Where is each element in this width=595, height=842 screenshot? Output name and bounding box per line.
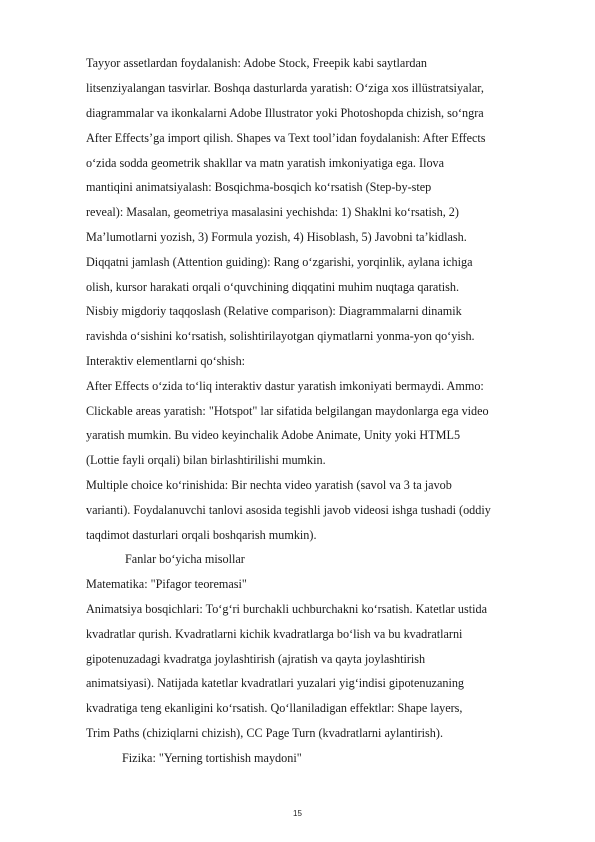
page-number: 15 [293,809,302,818]
text-line: Nisbiy migdoriy taqqoslash (Relative comparison): Diagrammalarni dinamik [86,304,462,318]
section-heading: Interaktiv elementlarni qo‘shish: [86,354,246,368]
subheading: Fizika: "Yerning tortishish maydoni" [122,751,302,765]
text-line: kvadratiga teng ekanligini ko‘rsatish. Qo‘llaniladigan effektlar: Shape layers, [86,701,463,715]
text-line: varianti). Foydalanuvchi tanlovi asosida tegishli javob videosi ishga tushadi (oddiy [86,503,491,517]
text-line: diagrammalar va ikonkalarni Adobe Illustrator yoki Photoshopda chizish, so‘ngra [86,106,484,120]
text-line: Ma’lumotlarni yozish, 3) Formula yozish, 4) Hisoblash, 5) Javobni ta’kidlash. [86,230,467,244]
text-line: olish, kursor harakati orqali o‘quvchining diqqatini muhim nuqtaga qaratish. [86,280,459,294]
text-line: ravishda o‘sishini ko‘rsatish, solishtirilayotgan qiymatlarni yonma-yon qo‘yish. [86,329,475,343]
section-heading: Fanlar bo‘yicha misollar [125,552,245,566]
text-line: reveal): Masalan, geometriya masalasini yechishda: 1) Shaklni ko‘rsatish, 2) [86,205,459,219]
text-line: Multiple choice ko‘rinishida: Bir nechta video yaratish (savol va 3 ta javob [86,478,452,492]
text-line: o‘zida sodda geometrik shakllar va matn yaratish imkoniyatiga ega. Ilova [86,156,445,170]
text-line: litsenziyalangan tasvirlar. Boshqa dasturlarda yaratish: O‘ziga xos illüstratsiyalar, [86,81,484,95]
text-line: kvadratlar qurish. Kvadratlarni kichik kvadratlarga bo‘lish va bu kvadratlarni [86,627,463,641]
text-line: Diqqatni jamlash (Attention guiding): Rang o‘zgarishi, yorqinlik, aylana ichiga [86,255,473,269]
text-line: After Effects’ga import qilish. Shapes va Text tool’idan foydalanish: After Effects [86,131,486,145]
text-line: Clickable areas yaratish: "Hotspot" lar sifatida belgilangan maydonlarga ega video [86,404,489,418]
text-line: After Effects o‘zida to‘liq interaktiv dastur yaratish imkoniyati bermaydi. Ammo: [86,379,484,393]
subheading: Matematika: "Pifagor teoremasi" [86,577,247,591]
text-line: Tayyor assetlardan foydalanish: Adobe Stock, Freepik kabi saytlardan [86,56,427,70]
text-line: mantiqini animatsiyalash: Bosqichma-bosqich ko‘rsatish (Step-by-step [86,180,432,194]
text-line: Trim Paths (chiziqlarni chizish), CC Page Turn (kvadratlarni aylantirish). [86,726,444,740]
text-line: (Lottie fayli orqali) bilan birlashtirilishi mumkin. [86,453,326,467]
text-line: Animatsiya bosqichlari: To‘g‘ri burchakli uchburchakni ko‘rsatish. Katetlar ustida [86,602,488,616]
text-line: yaratish mumkin. Bu video keyinchalik Adobe Animate, Unity yoki HTML5 [86,428,461,442]
text-line: animatsiyasi). Natijada katetlar kvadratlari yuzalari yig‘indisi gipotenuzaning [86,676,465,690]
text-line: gipotenuzadagi kvadratga joylashtirish (ajratish va qayta joylashtirish [86,652,426,666]
text-line: taqdimot dasturlari orqali boshqarish mumkin). [86,528,317,542]
